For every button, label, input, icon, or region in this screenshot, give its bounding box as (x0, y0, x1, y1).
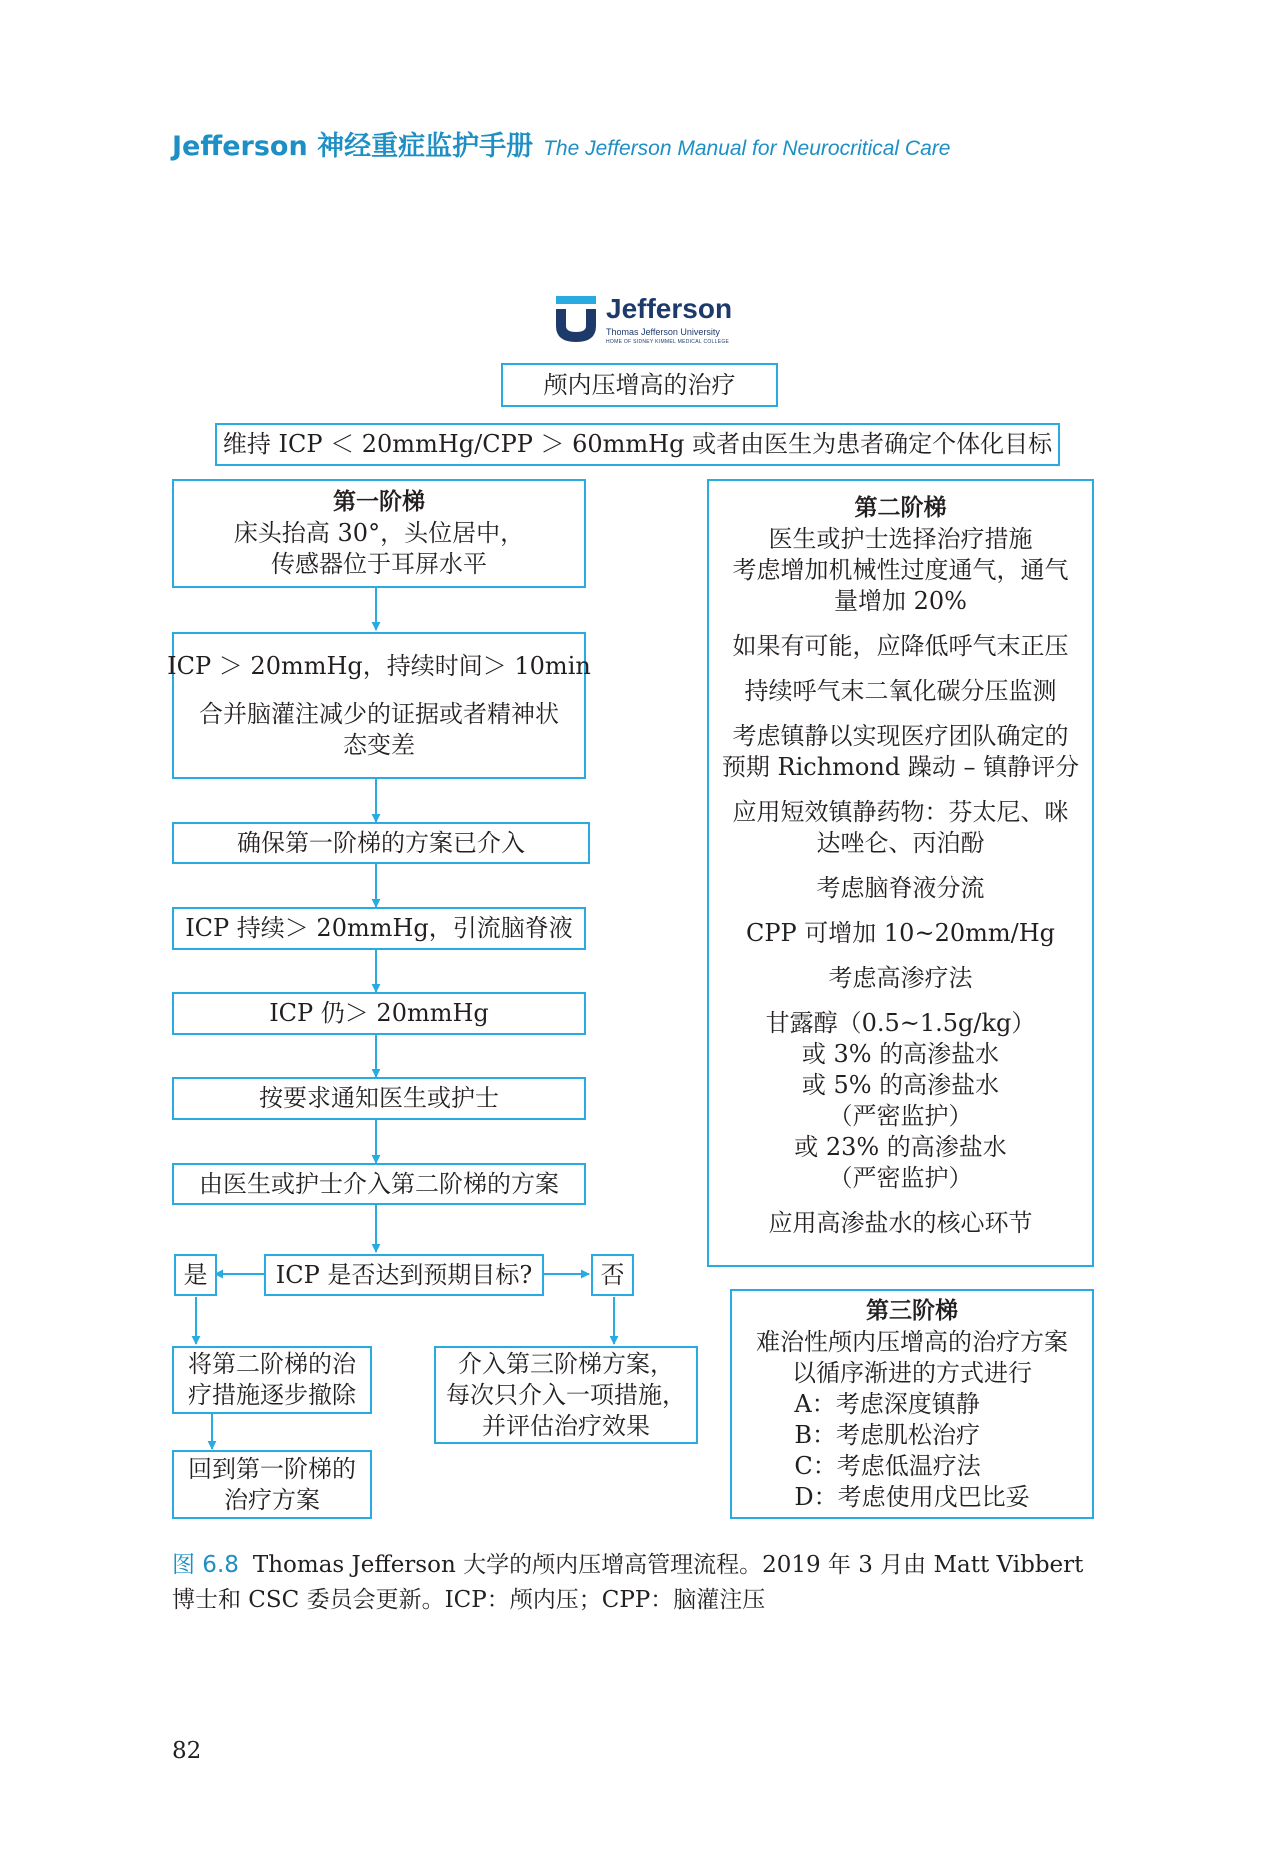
tier3-box (730, 1289, 1094, 1519)
tier1-line: 传感器位于耳屏水平 (271, 550, 487, 578)
icp-criteria-line: ICP ＞ 20mmHg，持续时间＞ 10min (167, 651, 591, 680)
icp-criteria-box (167, 632, 591, 779)
tier2-line: 考虑脑脊液分流 (816, 874, 985, 902)
tier2-line: 持续呼气末二氧化碳分压监测 (744, 677, 1057, 705)
tier1-box (172, 479, 586, 588)
tier3-line: 以循序渐进的方式进行 (792, 1358, 1032, 1387)
logo-name: Jefferson (606, 293, 733, 324)
tier3-step-line: 并评估治疗效果 (482, 1411, 650, 1440)
page-number: 82 (172, 1738, 202, 1764)
tier2-box (707, 479, 1094, 1267)
tier2-line: 量增加 20% (834, 587, 967, 615)
figure-caption-text: Thomas Jefferson 大学的颅内压增高管理流程。2019 年 3 月由 Matt Vibbert 博士和 CSC 委员会更新。ICP：颅内压；CPP：脑灌注压 (172, 1552, 1084, 1613)
yes-box (174, 1254, 217, 1296)
yes-label: 是 (183, 1260, 208, 1289)
tier3-option: D：考虑使用戊巴比妥 (794, 1482, 1030, 1511)
tier3-option: B：考虑肌松治疗 (794, 1420, 981, 1449)
tier2-line: 应用高渗盐水的核心环节 (768, 1209, 1033, 1237)
return-tier1-line: 治疗方案 (224, 1485, 320, 1514)
tier3-step-box (434, 1346, 698, 1444)
tier3-line: 难治性颅内压增高的治疗方案 (756, 1327, 1068, 1356)
ensure-tier1-box (172, 822, 590, 864)
goal-text: 维持 ICP ＜ 20mmHg/CPP ＞ 60mmHg 或者由医生为患者确定个体化目标 (222, 430, 1053, 458)
tier2-intervene-text: 由医生或护士介入第二阶梯的方案 (199, 1169, 559, 1198)
logo-subtitle: Thomas Jefferson University (606, 327, 720, 337)
ensure-tier1-text: 确保第一阶梯的方案已介入 (237, 828, 525, 857)
withdraw-tier2-line: 疗措施逐步撤除 (188, 1381, 356, 1409)
icp-criteria-line: 合并脑灌注减少的证据或者精神状 (199, 699, 559, 728)
tier2-line: 考虑增加机械性过度通气，通气 (732, 556, 1069, 584)
icp-criteria-line: 态变差 (343, 730, 415, 759)
tier3-step-line: 每次只介入一项措施， (446, 1380, 686, 1409)
drain-csf-text: ICP 持续＞ 20mmHg，引流脑脊液 (185, 914, 573, 942)
tier2-line: 达唑仑、丙泊酚 (816, 829, 985, 857)
tier2-line: 应用短效镇静药物：芬太尼、咪 (732, 798, 1069, 826)
no-label: 否 (600, 1260, 625, 1289)
tier1-title: 第一阶梯 (333, 489, 425, 515)
tier2-line: 预期 Richmond 躁动 – 镇静评分 (721, 753, 1080, 781)
tier3-options (794, 1389, 1029, 1513)
figure-caption (172, 1548, 1112, 1618)
notify-text: 按要求通知医生或护士 (259, 1084, 499, 1112)
tier2-line: 或 3% 的高渗盐水 (801, 1040, 1000, 1068)
tier2-line: 甘露醇（0.5~1.5g/kg） (765, 1009, 1036, 1037)
header-title-en: The Jefferson Manual for Neurocritical Care (543, 137, 951, 160)
tier2-line: CPP 可增加 10~20mm/Hg (746, 919, 1055, 947)
decision-text: ICP 是否达到预期目标? (275, 1260, 533, 1289)
goal-box (215, 423, 1060, 466)
withdraw-tier2-line: 将第二阶梯的治 (188, 1350, 356, 1378)
tier3-step-line: 介入第三阶梯方案， (458, 1349, 674, 1378)
flow-title: 颅内压增高的治疗 (543, 370, 736, 399)
tier1-line: 床头抬高 30°，头位居中， (233, 519, 525, 547)
logo-tagline: HOME OF SIDNEY KIMMEL MEDICAL COLLEGE (606, 339, 730, 345)
icp-still-high-box (172, 992, 586, 1035)
tier2-title: 第二阶梯 (854, 495, 947, 521)
tier3-option: A：考虑深度镇静 (794, 1389, 980, 1418)
flow-title-box (501, 363, 778, 407)
tier3-option: C：考虑低温疗法 (794, 1451, 981, 1480)
notify-box (172, 1077, 586, 1120)
withdraw-tier2-box (172, 1346, 372, 1414)
tier2-line: （严密监护） (828, 1102, 973, 1130)
tier2-line: 考虑高渗疗法 (828, 964, 973, 992)
return-tier1-line: 回到第一阶梯的 (188, 1454, 356, 1483)
tier2-line: （严密监护） (828, 1164, 973, 1192)
drain-csf-box (172, 907, 586, 950)
tier2-line: 医生或护士选择治疗措施 (768, 525, 1033, 553)
tier3-title: 第三阶梯 (866, 1297, 958, 1324)
tier2-line: 考虑镇静以实现医疗团队确定的 (732, 722, 1069, 750)
decision-box (264, 1254, 544, 1296)
figure-number: 图 6.8 (172, 1552, 239, 1578)
tier2-line: 如果有可能，应降低呼气末正压 (732, 632, 1069, 660)
tier2-line: 或 5% 的高渗盐水 (801, 1071, 1000, 1099)
tier2-intervene-box (172, 1163, 586, 1205)
header-title-cn: Jefferson 神经重症监护手册 (172, 131, 534, 162)
tier2-line: 或 23% 的高渗盐水 (794, 1133, 1007, 1161)
no-box (591, 1254, 634, 1296)
icp-still-high-text: ICP 仍＞ 20mmHg (269, 999, 489, 1027)
return-tier1-box (172, 1450, 372, 1519)
